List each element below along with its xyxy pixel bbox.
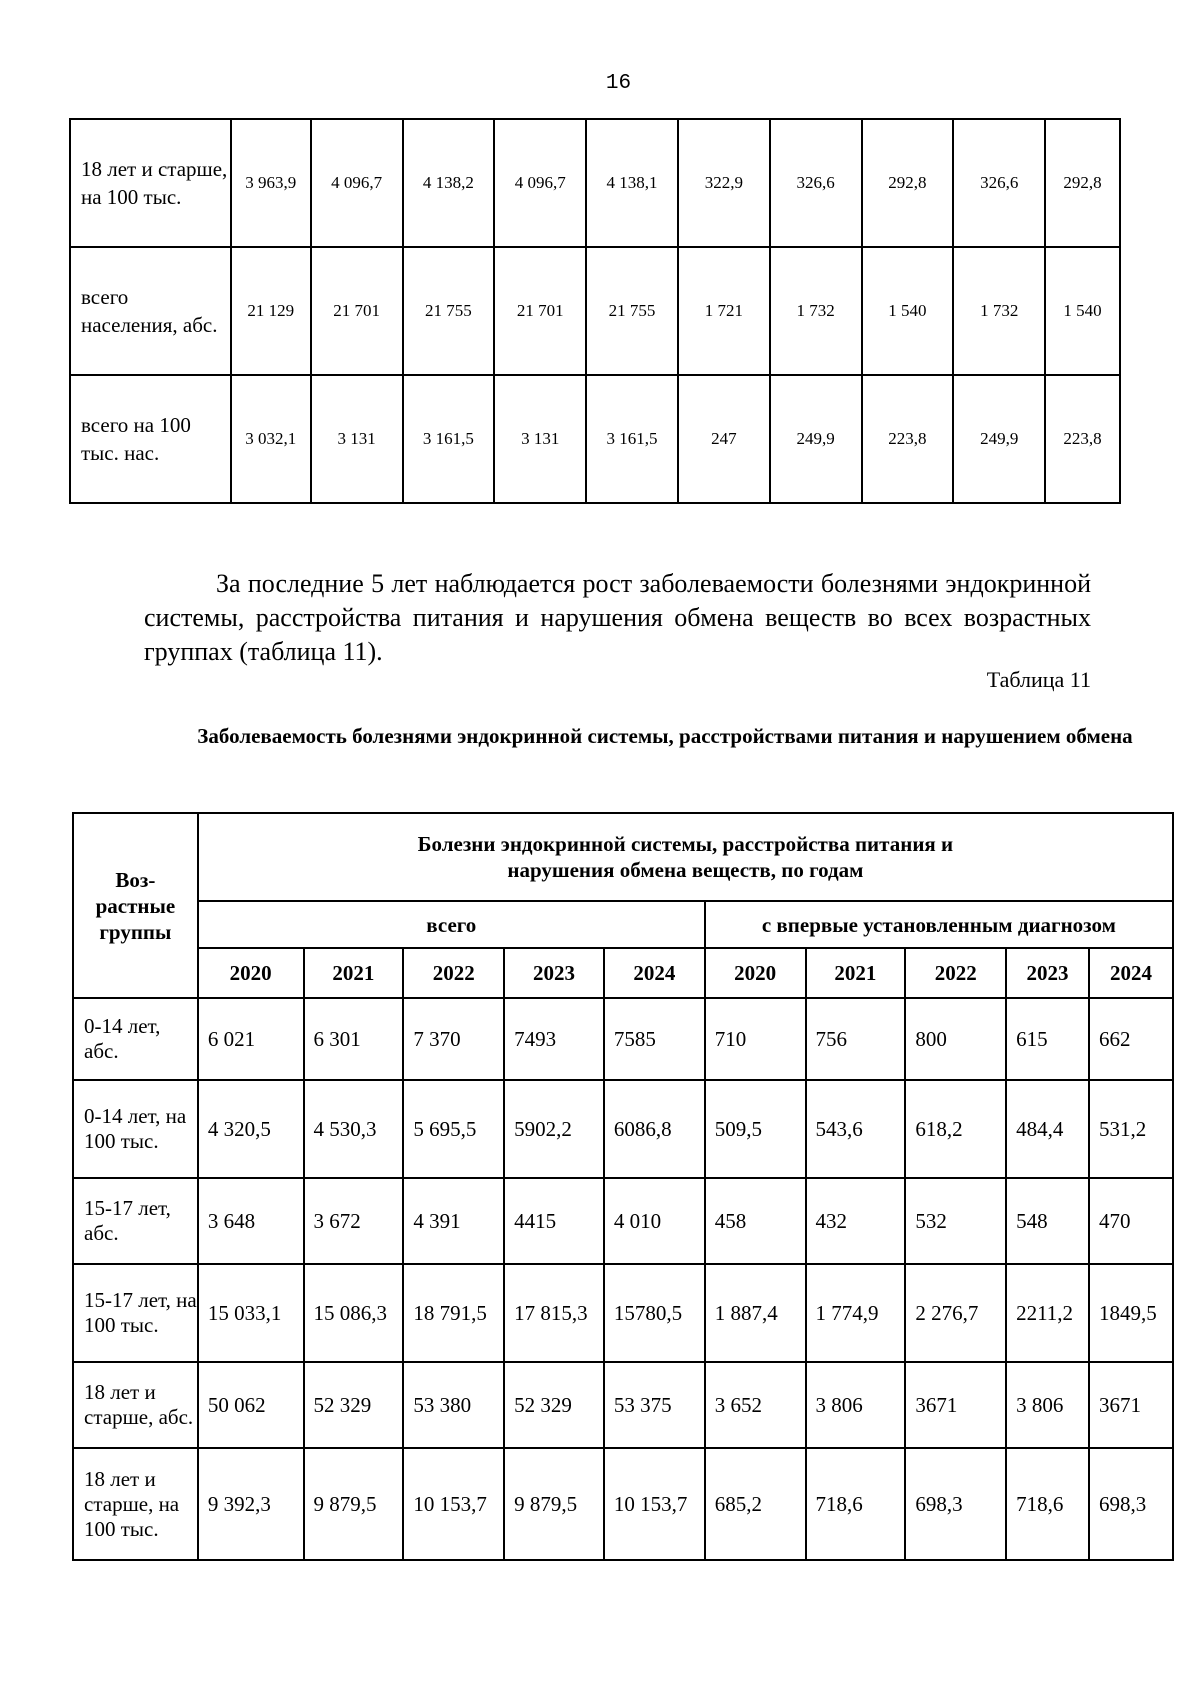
table-cell: 247 [678,375,770,503]
year-header: 2023 [504,948,604,998]
table-cell: 3671 [905,1362,1006,1448]
table-cell: 1849,5 [1089,1264,1173,1362]
group-header: Болезни эндокринной системы, расстройства питания и нарушения обмена веществ, по годам [198,813,1173,901]
table-cell: 21 129 [231,247,311,375]
row-label: 18 лет и старше, на 100 тыс. [70,119,231,247]
table-cell: 52 329 [504,1362,604,1448]
table-cell: 18 791,5 [403,1264,504,1362]
table-cell: 2211,2 [1006,1264,1089,1362]
table-cell: 543,6 [806,1080,906,1178]
table-cell: 223,8 [862,375,954,503]
year-header: 2024 [604,948,705,998]
table-cell: 4 138,1 [586,119,678,247]
table-cell: 3 672 [304,1178,404,1264]
table-cell: 4415 [504,1178,604,1264]
table-cell: 710 [705,998,806,1080]
table-cell: 3671 [1089,1362,1173,1448]
table-cell: 1 774,9 [806,1264,906,1362]
table-cell: 3 032,1 [231,375,311,503]
year-header: 2022 [905,948,1006,998]
table-cell: 718,6 [806,1448,906,1560]
table-cell: 21 755 [586,247,678,375]
table-cell: 249,9 [770,375,862,503]
table-cell: 1 732 [770,247,862,375]
table-row [70,247,1120,375]
table-cell: 5 695,5 [403,1080,504,1178]
table-cell: 249,9 [953,375,1045,503]
row-label: всего на 100 тыс. нас. [70,375,231,503]
table-cell: 509,5 [705,1080,806,1178]
table-cell: 432 [806,1178,906,1264]
table-cell: 685,2 [705,1448,806,1560]
table-row [73,1362,1173,1448]
table-cell: 800 [905,998,1006,1080]
table-cell: 698,3 [905,1448,1006,1560]
table-caption: Таблица 11 [986,667,1091,692]
table-cell: 4 320,5 [198,1080,304,1178]
table-cell: 3 806 [806,1362,906,1448]
table-cell: 21 701 [311,247,403,375]
table-row [70,375,1120,503]
table-cell: 4 096,7 [311,119,403,247]
table-cell: 4 138,2 [403,119,495,247]
table-cell: 7493 [504,998,604,1080]
table-title: Заболеваемость болезнями эндокринной системы, расстройствами питания и нарушением обмена [197,724,1133,748]
year-header: 2024 [1089,948,1173,998]
table-cell: 7 370 [403,998,504,1080]
table-row [73,1080,1173,1178]
table-row [73,1178,1173,1264]
table-cell: 21 701 [494,247,586,375]
table-cell: 532 [905,1178,1006,1264]
table-cell: 756 [806,998,906,1080]
table-cell: 15780,5 [604,1264,705,1362]
table-cell: 292,8 [1045,119,1120,247]
row-label: 0-14 лет, абс. [73,998,198,1080]
table-cell: 17 815,3 [504,1264,604,1362]
table-cell: 1 732 [953,247,1045,375]
year-header: 2021 [806,948,906,998]
table-10-continuation [69,118,1121,504]
table-cell: 4 530,3 [304,1080,404,1178]
table-cell: 3 648 [198,1178,304,1264]
table-cell: 50 062 [198,1362,304,1448]
table-cell: 52 329 [304,1362,404,1448]
table-cell: 718,6 [1006,1448,1089,1560]
table-cell: 15 086,3 [304,1264,404,1362]
age-groups-header: Воз-растные группы [73,813,198,998]
table-cell: 3 806 [1006,1362,1089,1448]
year-header: 2022 [403,948,504,998]
table-cell: 21 755 [403,247,495,375]
table-cell: 3 161,5 [586,375,678,503]
table-cell: 292,8 [862,119,954,247]
page-number: 16 [605,72,632,95]
year-header: 2020 [705,948,806,998]
table-cell: 4 391 [403,1178,504,1264]
table-cell: 53 380 [403,1362,504,1448]
table-cell: 3 131 [494,375,586,503]
table-cell: 484,4 [1006,1080,1089,1178]
table-cell: 3 161,5 [403,375,495,503]
table-cell: 470 [1089,1178,1173,1264]
table-cell: 6 021 [198,998,304,1080]
year-header: 2021 [304,948,404,998]
table-row [73,1264,1173,1362]
table-cell: 3 963,9 [231,119,311,247]
table-row [70,119,1120,247]
table-cell: 6 301 [304,998,404,1080]
row-label: 18 лет и старше, на 100 тыс. [73,1448,198,1560]
table-cell: 3 131 [311,375,403,503]
table-cell: 615 [1006,998,1089,1080]
body-paragraph: За последние 5 лет наблюдается рост заболеваемости болезнями эндокринной системы, расстройства питания и нарушения обмена веществ во всех возрастных группах (таблица 11). [144,569,1091,666]
year-header: 2023 [1006,948,1089,998]
subheader-newly-diagnosed: с впервые установленным диагнозом [705,901,1173,948]
subheader-total: всего [198,901,705,948]
table-cell: 1 887,4 [705,1264,806,1362]
table-cell: 10 153,7 [403,1448,504,1560]
row-label: 15-17 лет, на 100 тыс. [73,1264,198,1362]
table-cell: 9 879,5 [504,1448,604,1560]
table-cell: 9 392,3 [198,1448,304,1560]
table-cell: 4 010 [604,1178,705,1264]
table-cell: 7585 [604,998,705,1080]
table-cell: 3 652 [705,1362,806,1448]
table-cell: 4 096,7 [494,119,586,247]
table-cell: 15 033,1 [198,1264,304,1362]
table-cell: 10 153,7 [604,1448,705,1560]
table-cell: 53 375 [604,1362,705,1448]
table-cell: 531,2 [1089,1080,1173,1178]
table-cell: 662 [1089,998,1173,1080]
table-cell: 326,6 [770,119,862,247]
table-cell: 458 [705,1178,806,1264]
table-cell: 326,6 [953,119,1045,247]
table-row [73,998,1173,1080]
table-cell: 223,8 [1045,375,1120,503]
table-cell: 1 540 [1045,247,1120,375]
table-cell: 5902,2 [504,1080,604,1178]
table-cell: 698,3 [1089,1448,1173,1560]
table-11 [72,812,1174,1561]
table-cell: 9 879,5 [304,1448,404,1560]
table-cell: 1 540 [862,247,954,375]
year-header: 2020 [198,948,304,998]
table-row [73,1448,1173,1560]
table-cell: 322,9 [678,119,770,247]
table-cell: 548 [1006,1178,1089,1264]
row-label: 15-17 лет, абс. [73,1178,198,1264]
table-cell: 6086,8 [604,1080,705,1178]
table-cell: 2 276,7 [905,1264,1006,1362]
row-label: 18 лет и старше, абс. [73,1362,198,1448]
table-cell: 618,2 [905,1080,1006,1178]
row-label: всего населения, абс. [70,247,231,375]
table-cell: 1 721 [678,247,770,375]
row-label: 0-14 лет, на 100 тыс. [73,1080,198,1178]
